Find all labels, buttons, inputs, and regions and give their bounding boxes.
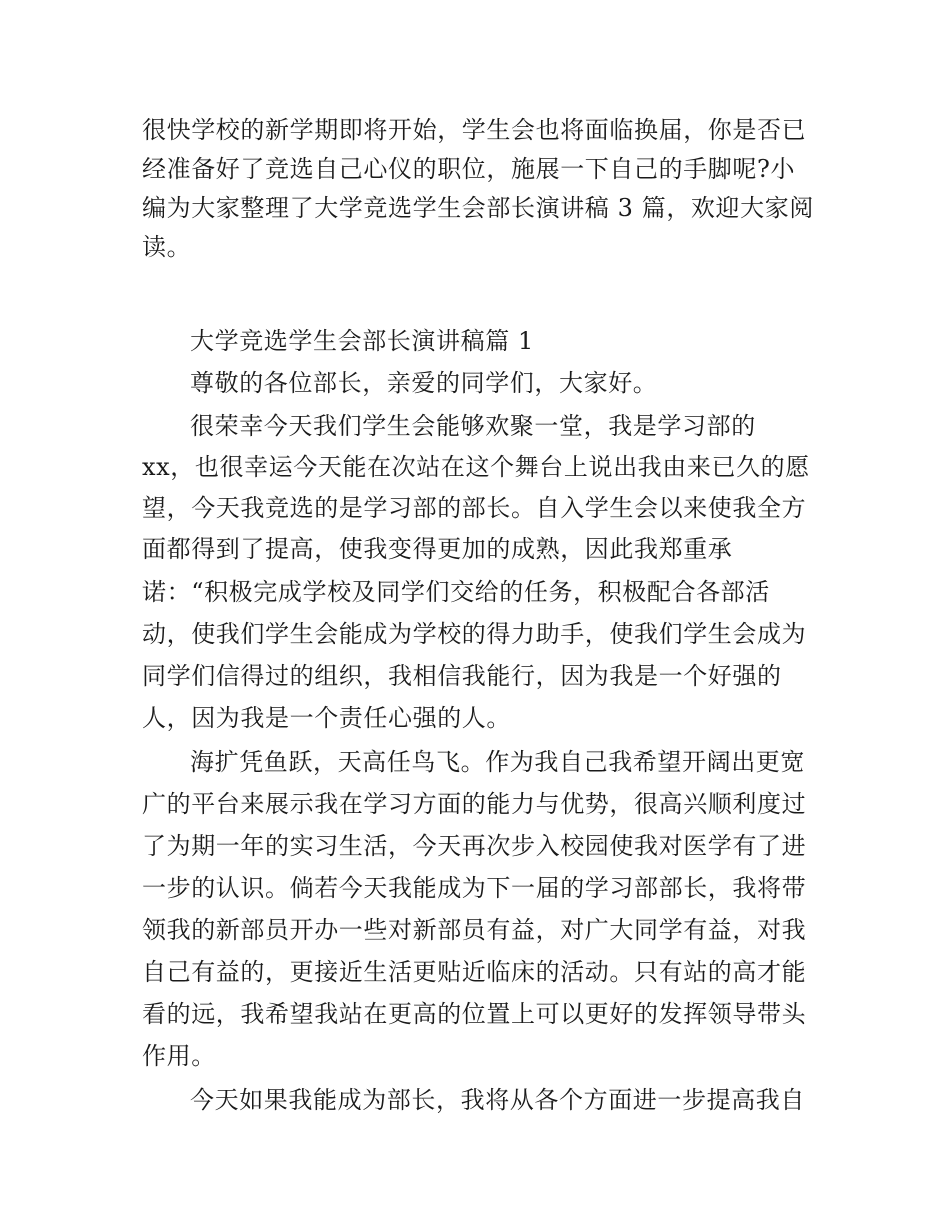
intro-line-1: 很快学校的新学期即将开始，学生会也将面临换届，你是否已 [142, 116, 807, 144]
intro-line-4: 读。 [142, 233, 192, 261]
paragraph-1-line-2: xx，也很幸运今天能在次站在这个舞台上说出我由来已久的愿 [142, 453, 810, 481]
paragraph-2-line-8: 作用。 [142, 1042, 216, 1070]
paragraph-1-line-4: 面都得到了提高，使我变得更加的成熟，因此我郑重承 [142, 535, 733, 563]
paragraph-1-line-7: 同学们信得过的组织，我相信我能行，因为我是一个好强的 [142, 662, 782, 690]
salutation-line: 尊敬的各位部长，亲爱的同学们，大家好。 [190, 369, 658, 397]
intro-line-3: 编为大家整理了大学竞选学生会部长演讲稿 3 篇，欢迎大家阅 [142, 194, 814, 222]
paragraph-1-line-8: 人，因为我是一个责任心强的人。 [142, 704, 511, 732]
section-heading: 大学竞选学生会部长演讲稿篇 1 [190, 327, 534, 355]
paragraph-1-line-5: 诺：“积极完成学校及同学们交给的任务，积极配合各部活 [142, 578, 770, 606]
paragraph-1-line-3: 望，今天我竞选的是学习部的部长。自入学生会以来使我全方 [142, 494, 807, 522]
paragraph-2-line-1: 海扩凭鱼跃，天高任鸟飞。作为我自己我希望开阔出更宽 [190, 748, 805, 776]
paragraph-2-line-3: 了为期一年的实习生活，今天再次步入校园使我对医学有了进 [142, 832, 807, 860]
paragraph-1-line-1: 很荣幸今天我们学生会能够欢聚一堂，我是学习部的 [190, 412, 756, 440]
paragraph-2-line-6: 自己有益的，更接近生活更贴近临床的活动。只有站的高才能 [142, 958, 807, 986]
paragraph-3-line-1: 今天如果我能成为部长，我将从各个方面进一步提高我自 [190, 1086, 805, 1114]
paragraph-2-line-2: 广的平台来展示我在学习方面的能力与优势，很高兴顺利度过 [142, 790, 807, 818]
paragraph-2-line-7: 看的远，我希望我站在更高的位置上可以更好的发挥领导带头 [142, 1000, 807, 1028]
intro-line-2: 经准备好了竞选自己心仪的职位，施展一下自己的手脚呢?小 [142, 155, 796, 183]
paragraph-2-line-4: 一步的认识。倘若今天我能成为下一届的学习部部长，我将带 [142, 874, 807, 902]
paragraph-1-line-6: 动，使我们学生会能成为学校的得力助手，使我们学生会成为 [142, 620, 807, 648]
paragraph-2-line-5: 领我的新部员开办一些对新部员有益，对广大同学有益，对我 [142, 916, 807, 944]
